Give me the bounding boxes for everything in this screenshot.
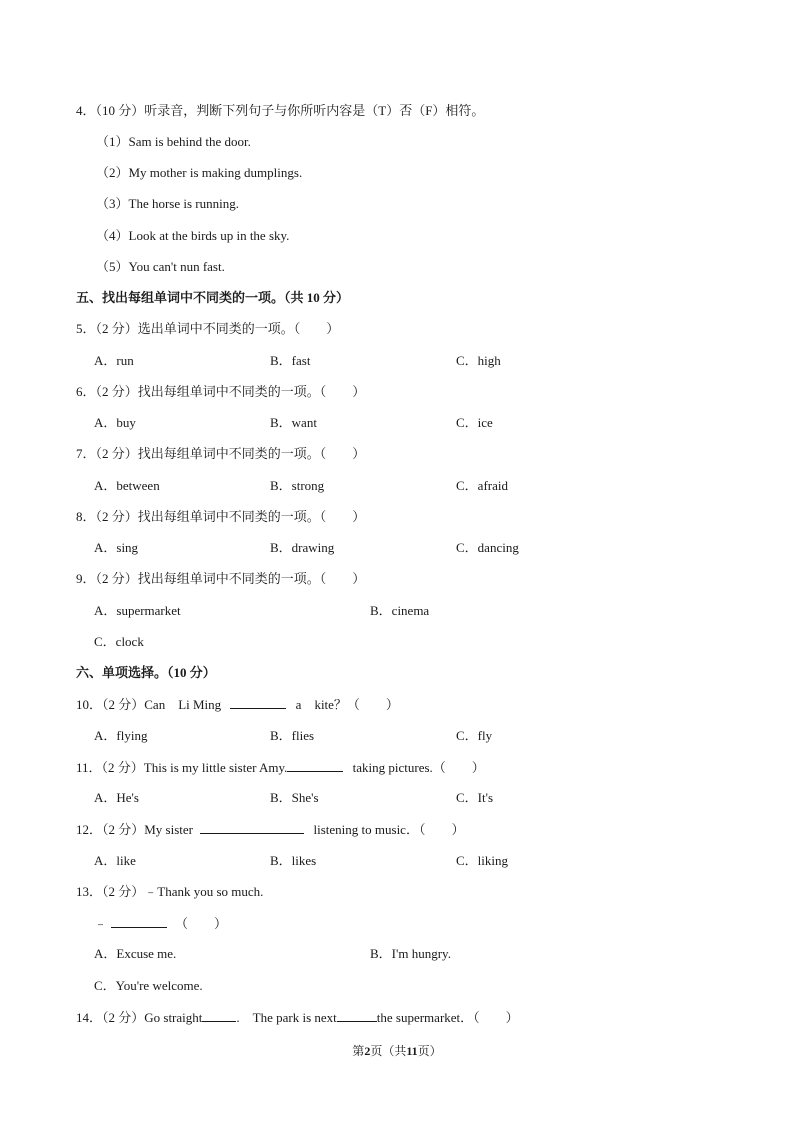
question-11-stem xyxy=(76,759,485,776)
question-6-option-c: C．ice xyxy=(456,415,493,430)
question-13-option-c: C．You're welcome. xyxy=(94,978,203,993)
answer-blank[interactable] xyxy=(230,696,286,709)
question-5-option-c: C．high xyxy=(456,353,501,368)
question-4-stem: 4．（10 分）听录音，判断下列句子与你所听内容是（T）否（F）相符。 xyxy=(76,103,485,118)
question-10-option-c: C．fly xyxy=(456,728,493,743)
question-5-option-b: B．fast xyxy=(270,353,311,368)
question-12-stem xyxy=(76,821,464,838)
answer-blank[interactable] xyxy=(200,821,304,834)
question-8-option-b: B．drawing xyxy=(270,540,335,555)
question-13-reply-line xyxy=(94,915,227,932)
answer-blank[interactable] xyxy=(202,1009,236,1022)
answer-blank[interactable] xyxy=(337,1009,377,1022)
question-13-stem: 13．（2 分）﹣Thank you so much. xyxy=(76,884,264,899)
question-7-option-a: A．between xyxy=(94,478,160,493)
question-4-item-5: （5）You can't nun fast. xyxy=(96,259,225,274)
question-5-option-a: A．run xyxy=(94,353,134,368)
question-13-option-a: A．Excuse me. xyxy=(94,946,177,961)
question-10-stem xyxy=(76,696,399,713)
question-11-option-a: A．He's xyxy=(94,790,139,805)
question-11-stem-post: taking pictures.（ ） xyxy=(349,760,485,775)
question-7-stem: 7．（2 分）找出每组单词中不同类的一项。（ ） xyxy=(76,446,366,461)
question-4-item-3: （3）The horse is running. xyxy=(96,196,239,211)
question-8-stem: 8．（2 分）找出每组单词中不同类的一项。（ ） xyxy=(76,509,366,524)
question-4-item-4: （4）Look at the birds up in the sky. xyxy=(96,228,290,243)
section-5-title: 五、找出每组单词中不同类的一项。（共 10 分） xyxy=(76,290,350,305)
section-6-title: 六、单项选择。（10 分） xyxy=(76,665,216,680)
question-12-stem-post: listening to music．（ ） xyxy=(310,822,465,837)
question-5-stem: 5．（2 分）选出单词中不同类的一项。（ ） xyxy=(76,321,340,336)
question-14-stem-mid: . The park is next xyxy=(236,1010,337,1025)
question-8-option-c: C．dancing xyxy=(456,540,519,555)
question-11-option-c: C．It's xyxy=(456,790,494,805)
question-11-option-b: B．She's xyxy=(270,790,319,805)
question-7-option-c: C．afraid xyxy=(456,478,508,493)
question-11-stem-pre: 11．（2 分）This is my little sister Amy. xyxy=(76,760,288,775)
question-7-option-b: B．strong xyxy=(270,478,325,493)
question-4-item-2: （2）My mother is making dumplings. xyxy=(96,165,303,180)
question-6-stem: 6．（2 分）找出每组单词中不同类的一项。（ ） xyxy=(76,384,366,399)
question-9-option-c: C．clock xyxy=(94,634,144,649)
page-number: 2 xyxy=(364,1044,371,1058)
question-13-paren: （ ） xyxy=(175,916,228,931)
question-12-option-b: B．likes xyxy=(270,853,317,868)
page-footer xyxy=(0,1042,794,1059)
question-14-stem xyxy=(76,1009,519,1026)
question-14-stem-pre: 14．（2 分）Go straight xyxy=(76,1010,203,1025)
question-10-option-a: A．flying xyxy=(94,728,148,743)
footer-prefix: 第 xyxy=(352,1044,365,1058)
question-14-stem-post: the supermarket．（ ） xyxy=(376,1010,519,1025)
question-12-option-a: A．like xyxy=(94,853,136,868)
question-8-option-a: A．sing xyxy=(94,540,139,555)
answer-blank[interactable] xyxy=(287,759,343,772)
question-13-option-b: B．I'm hungry. xyxy=(370,946,451,961)
question-9-stem: 9．（2 分）找出每组单词中不同类的一项。（ ） xyxy=(76,571,366,586)
question-9-option-b: B．cinema xyxy=(370,603,430,618)
question-12-option-c: C．liking xyxy=(456,853,509,868)
question-6-option-a: A．buy xyxy=(94,415,136,430)
question-10-option-b: B．flies xyxy=(270,728,315,743)
question-9-option-a: A．supermarket xyxy=(94,603,181,618)
answer-blank[interactable] xyxy=(111,915,167,928)
question-10-stem-post: a kite？（ ） xyxy=(292,697,399,712)
question-10-stem-pre: 10．（2 分）Can Li Ming xyxy=(76,697,225,712)
footer-middle: 页（共 xyxy=(370,1044,407,1058)
question-12-stem-pre: 12．（2 分）My sister xyxy=(76,822,197,837)
footer-suffix: 页） xyxy=(417,1044,442,1058)
question-6-option-b: B．want xyxy=(270,415,317,430)
question-4-item-1: （1）Sam is behind the door. xyxy=(96,134,251,149)
dash: ﹣ xyxy=(94,916,108,931)
total-pages: 11 xyxy=(406,1044,418,1058)
